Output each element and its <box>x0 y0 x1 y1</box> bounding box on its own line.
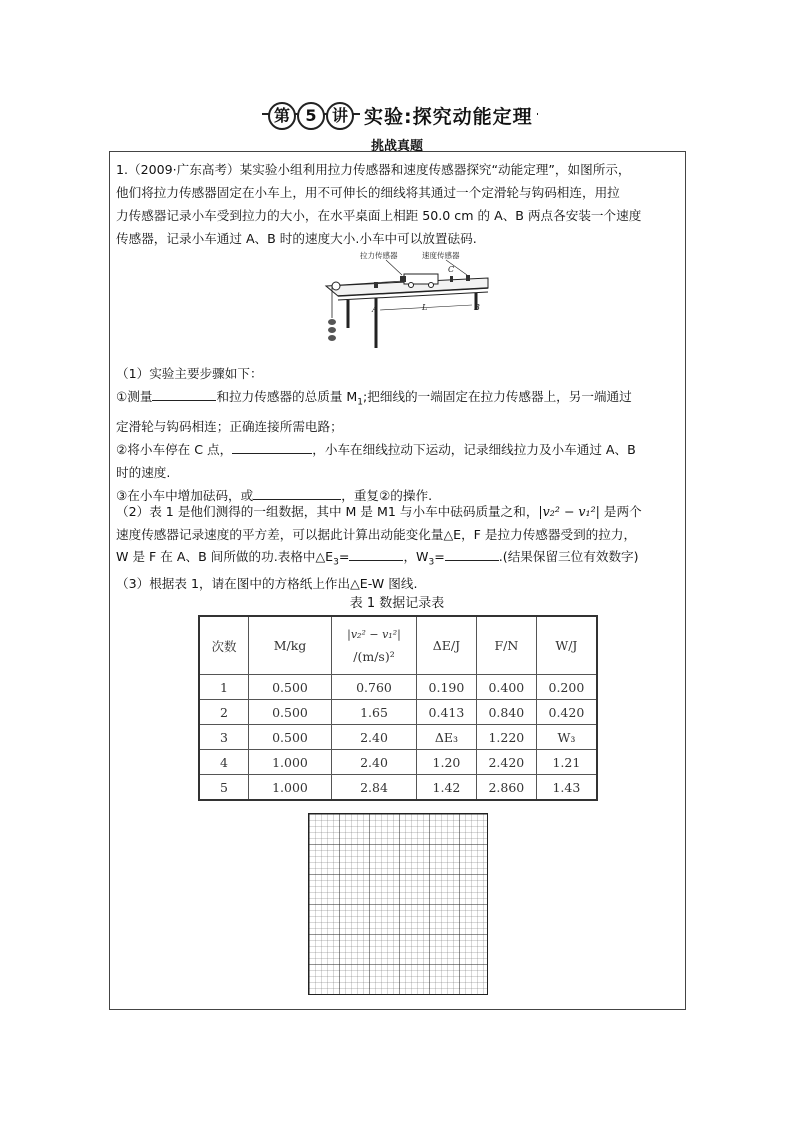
label-c: C <box>448 265 455 274</box>
part-2 <box>116 500 682 595</box>
table-row <box>199 750 597 775</box>
table-cell: 0.500 <box>249 725 332 750</box>
table-cell: 1.43 <box>536 775 597 801</box>
table-cell: 2.860 <box>476 775 536 801</box>
hook-weight <box>328 335 336 341</box>
table-cell: 0.420 <box>536 700 597 725</box>
table-cell: 0.190 <box>417 675 477 700</box>
step-1-sub: 1 <box>357 397 364 408</box>
table-cell: 3 <box>199 725 249 750</box>
label-b: B <box>474 303 480 312</box>
part-2-text-b: 是两个 <box>599 504 642 519</box>
e3-sub: 3 <box>333 557 339 568</box>
speed-sensor-a <box>374 282 378 288</box>
table-cell: 0.500 <box>249 700 332 725</box>
section-title: 挑战真题 <box>370 139 423 154</box>
velocity-formula: |v₂² − v₁²| <box>538 504 600 519</box>
part-2-line-3 <box>116 546 682 572</box>
table-cell: ΔE₃ <box>417 725 477 750</box>
hook-weight <box>328 327 336 333</box>
table-caption: 表 1 数据记录表 <box>349 596 445 611</box>
part-2-eq: = <box>338 549 350 564</box>
col-velocity-sq-unit: /(m/s)² <box>353 648 395 664</box>
table-cell: 2.40 <box>332 750 417 775</box>
point-c-marker <box>450 276 453 282</box>
lecture-title <box>0 100 794 132</box>
table-row <box>199 675 597 700</box>
step-2-text-a: ②将小车停在 C 点， <box>116 441 233 457</box>
part-2-line-1 <box>116 500 682 523</box>
table-row <box>199 725 597 750</box>
col-work: W/J <box>536 616 597 675</box>
blank-w3[interactable] <box>445 546 499 561</box>
intro-line-2: 他们将拉力传感器固定在小车上，用不可伸长的细线将其通过一个定滑轮与钩码相连，用拉 <box>116 185 620 200</box>
table-cell: 2.420 <box>476 750 536 775</box>
part-2-text-e: .(结果保留三位有效数字) <box>498 549 639 564</box>
table-cell: 1.000 <box>249 775 332 801</box>
col-force: F/N <box>476 616 536 675</box>
table-cell: 0.200 <box>536 675 597 700</box>
label-a: A <box>372 305 378 314</box>
table-cell: 0.840 <box>476 700 536 725</box>
table-cell: 1.65 <box>332 700 417 725</box>
table-cell: 2 <box>199 700 249 725</box>
col-trial: 次数 <box>199 616 249 675</box>
table-cell: 4 <box>199 750 249 775</box>
step-3-text-b: ，重复②的操作. <box>341 487 433 503</box>
part-2-text-c: W 是 F 在 A、B 间所做的功.表格中△E <box>116 549 334 564</box>
hook-weight <box>328 319 336 325</box>
part-2-eq-2: = <box>434 549 445 564</box>
table-cell: 1.21 <box>536 750 597 775</box>
apparatus-figure <box>316 248 496 354</box>
blank-2[interactable] <box>232 439 312 454</box>
data-table <box>198 615 598 801</box>
blank-e3[interactable] <box>349 546 403 561</box>
step-2-text-b: ，小车在细线拉动下运动，记录细线拉力及小车通过 A、B <box>312 441 636 457</box>
step-2-cont: 时的速度. <box>116 464 171 480</box>
table-cell: 5 <box>199 775 249 801</box>
table-cell: 2.84 <box>332 775 417 801</box>
problem-intro <box>116 158 682 250</box>
table-cell: 0.400 <box>476 675 536 700</box>
step-1-text-a: ①测量 <box>116 389 153 404</box>
force-sensor <box>400 276 406 282</box>
col-mass: M/kg <box>249 616 332 675</box>
graph-paper[interactable] <box>308 813 488 995</box>
lecture-pre-badge: 第 <box>268 102 296 130</box>
cart <box>404 274 438 284</box>
col-velocity-sq <box>332 616 417 675</box>
graph-paper-grid <box>309 814 487 994</box>
label-l: L <box>422 303 428 312</box>
step-1-text-c: ;把细线的一端固定在拉力传感器上，另一端通过 <box>363 389 632 404</box>
intro-line-3: 力传感器记录小车受到拉力的大小，在水平桌面上相距 50.0 cm 的 A、B 两点各安装一个速度 <box>116 208 642 223</box>
part-2-line-2: 速度传感器记录速度的平方差，可以据此计算出动能变化量△E，F 是拉力传感器受到的拉力， <box>116 527 637 542</box>
label-force-sensor: 拉力传感器 <box>360 251 398 260</box>
lecture-post-badge: 讲 <box>326 102 354 130</box>
step-2 <box>116 438 682 461</box>
col-delta-e: ΔE/J <box>417 616 477 675</box>
pulley <box>332 282 340 290</box>
lecture-number-badge: 5 <box>297 102 325 130</box>
part-2-text-a: （2）表 1 是他们测得的一组数据，其中 M 是 M1 与小车中砝码质量之和， <box>116 504 539 519</box>
col-velocity-sq-top: |v₂² − v₁²| <box>347 627 401 641</box>
step-1-cont: 定滑轮与钩码相连；正确连接所需电路； <box>116 418 343 434</box>
table-cell: 1.000 <box>249 750 332 775</box>
w3-sub: 3 <box>428 557 435 568</box>
intro-line-4: 传感器，记录小车通过 A、B 时的速度大小.小车中可以放置砝码. <box>116 231 477 246</box>
part-2-text-d: ，W <box>403 549 429 564</box>
intro-line-1: 1.（2009·广东高考）某实验小组利用拉力传感器和速度传感器探究“动能定理”，如图所示， <box>116 162 631 177</box>
step-1 <box>116 385 682 415</box>
blank-3[interactable] <box>253 485 341 500</box>
speed-sensor-b <box>466 275 470 281</box>
table-cell: 0.413 <box>417 700 477 725</box>
table-cell: 1.220 <box>476 725 536 750</box>
table-cell: W₃ <box>536 725 597 750</box>
table-row <box>199 775 597 801</box>
table-cell: 2.40 <box>332 725 417 750</box>
part-3: （3）根据表 1，请在图中的方格纸上作出△E-W 图线. <box>116 575 418 591</box>
step-3-text-a: ③在小车中增加砝码，或 <box>116 487 254 503</box>
table-header-row <box>199 616 597 675</box>
table-cell: 1.20 <box>417 750 477 775</box>
table-cell: 1.42 <box>417 775 477 801</box>
label-speed-sensor: 速度传感器 <box>422 251 460 260</box>
table-cell: 1 <box>199 675 249 700</box>
table-cell: 0.760 <box>332 675 417 700</box>
table-row <box>199 700 597 725</box>
table-cell: 0.500 <box>249 675 332 700</box>
blank-1[interactable] <box>152 386 216 401</box>
part-1 <box>116 362 682 507</box>
part-1-heading: （1）实验主要步骤如下： <box>116 366 263 381</box>
step-1-text-b: 和拉力传感器的总质量 M <box>216 389 358 404</box>
page-title: 实验:探究动能定理 <box>360 102 537 129</box>
